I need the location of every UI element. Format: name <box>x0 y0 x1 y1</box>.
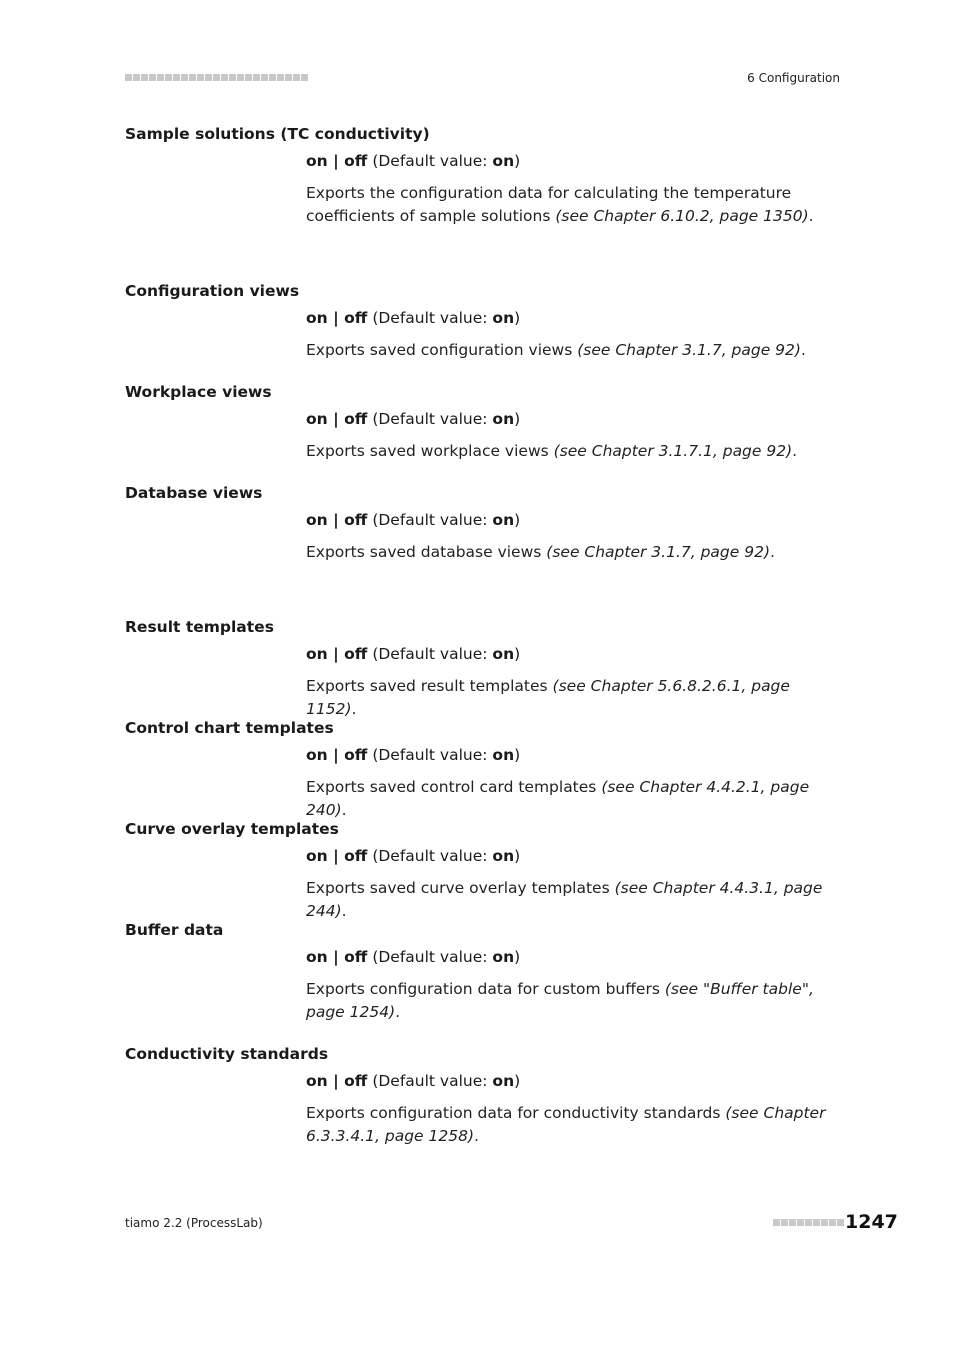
section-description: Exports saved control card templates (see Chapter 4.4.2.1, page 240). <box>306 778 810 819</box>
chapter-reference[interactable]: (see Chapter 4.4.3.1, page 244) <box>306 879 823 920</box>
section-description: Exports saved configuration views (see Chapter 3.1.7, page 92). <box>306 341 806 359</box>
chapter-reference[interactable]: (see Chapter 3.1.7, page 92) <box>546 543 771 561</box>
chapter-reference[interactable]: (see Chapter 6.10.2, page 1350) <box>555 207 809 225</box>
section-workplace-views <box>125 382 840 463</box>
section-control-chart-templates <box>125 718 840 822</box>
chapter-reference[interactable]: (see Chapter 4.4.2.1, page 240) <box>306 778 810 819</box>
section-description: Exports saved curve overlay templates (see Chapter 4.4.3.1, page 244). <box>306 879 823 920</box>
option-line: on | off (Default value: on) <box>306 1072 521 1090</box>
chapter-reference[interactable]: (see "Buffer table", page 1254) <box>306 980 814 1021</box>
option-line: on | off (Default value: on) <box>306 746 521 764</box>
page-number: 1247 <box>845 1211 898 1233</box>
option-line: on | off (Default value: on) <box>306 948 521 966</box>
header-decoration <box>125 74 309 93</box>
option-line: on | off (Default value: on) <box>306 847 521 865</box>
section-title: Buffer data <box>125 921 224 939</box>
chapter-reference[interactable]: (see Chapter 6.3.3.4.1, page 1258) <box>306 1104 826 1145</box>
section-title: Workplace views <box>125 383 272 401</box>
chapter-reference[interactable]: (see Chapter 3.1.7.1, page 92) <box>553 442 793 460</box>
section-buffer-data <box>125 920 840 1024</box>
option-line: on | off (Default value: on) <box>306 410 521 428</box>
section-result-templates <box>125 617 840 721</box>
section-description: Exports configuration data for custom buffers (see "Buffer table", page 1254). <box>306 980 814 1021</box>
chapter-reference[interactable]: (see Chapter 5.6.8.2.6.1, page 1152) <box>306 677 790 718</box>
section-sample-solutions <box>125 124 840 228</box>
section-description: Exports saved result templates (see Chapter 5.6.8.2.6.1, page 1152). <box>306 677 790 718</box>
section-title: Sample solutions (TC conductivity) <box>125 125 430 143</box>
section-title: Database views <box>125 484 263 502</box>
section-curve-overlay-templates <box>125 819 840 923</box>
footer-product: tiamo 2.2 (ProcessLab) <box>125 1216 263 1230</box>
section-title: Curve overlay templates <box>125 820 339 838</box>
chapter-reference[interactable]: (see Chapter 3.1.7, page 92) <box>577 341 801 359</box>
header-chapter: 6 Configuration <box>747 71 840 85</box>
section-conductivity-standards <box>125 1044 840 1148</box>
section-title: Conductivity standards <box>125 1045 329 1063</box>
section-title: Result templates <box>125 618 274 636</box>
section-description: Exports configuration data for conductivity standards (see Chapter 6.3.3.4.1, page 1258). <box>306 1104 826 1145</box>
section-description: Exports the configuration data for calculating the temperature coefficients of sample solutions (see Chapter 6.10.2, page 1350). <box>306 184 814 225</box>
section-title: Control chart templates <box>125 719 334 737</box>
option-line: on | off (Default value: on) <box>306 309 521 327</box>
section-configuration-views <box>125 281 840 362</box>
option-line: on | off (Default value: on) <box>306 645 521 663</box>
section-description: Exports saved workplace views (see Chapter 3.1.7.1, page 92). <box>306 442 798 460</box>
section-title: Configuration views <box>125 282 300 300</box>
section-description: Exports saved database views (see Chapter 3.1.7, page 92). <box>306 543 775 561</box>
footer-decoration <box>773 1219 845 1238</box>
section-database-views <box>125 483 840 564</box>
option-line: on | off (Default value: on) <box>306 511 521 529</box>
option-line: on | off (Default value: on) <box>306 152 521 170</box>
